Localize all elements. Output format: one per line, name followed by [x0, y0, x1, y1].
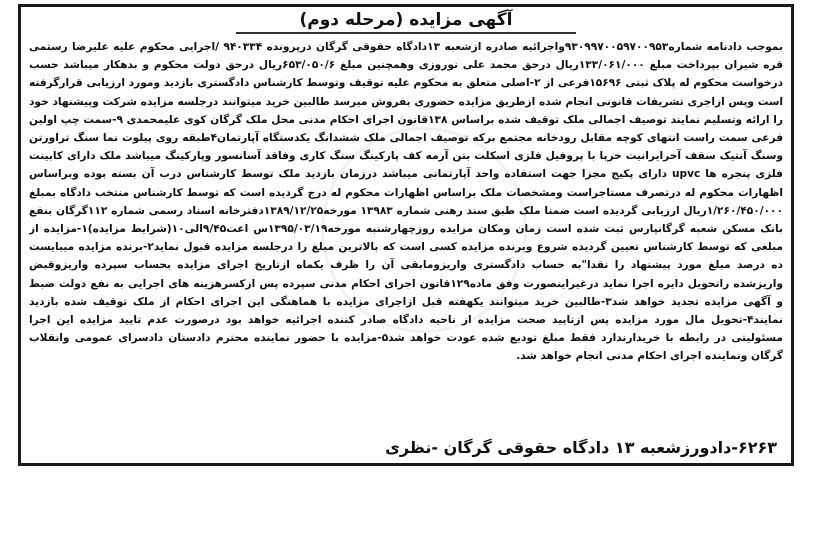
- notice-signature: ۶۲۶۳-دادورزشعبه ۱۳ دادگاه حقوقی گرگان -نظری: [385, 438, 777, 457]
- notice-title: آگهی مزایده (مرحله دوم): [299, 10, 513, 30]
- title-underline: [236, 32, 576, 34]
- notice-body: بموجب دادنامه شماره۹۳۰۹۹۷۰۰۵۹۷۰۰۹۵۳واجرائیه صادره ازشعبه ۱۳دادگاه حقوقی گرگان درپرونده ۹۴۰۳۳۴ /اجرایی محکوم علیه علیرضا رستمی قره شیران بپرداخت مبلغ ۱۳۳/۰۶۱/۰۰۰ریال درحق محمد علی نوروزی وهمچنین مبلغ ۶۵۳/۰۵۰/۶ریال درحق دولت محکوم و بدهکار میباشد حسب درخواست محکوم له پلاک ثبتی ۱۵۶۹۶فرعی از ۲-اصلی متعلق به محکوم علیه توقیف وتوسط کارشناس دادگستری بازدید ومورد ارزیابی قرارگرفته است وپس ازاجری تشریفات قانونی انجام شده ازطریق مزایده حضوری بفروش میرسد طالبین خرید میتوانند درجلسه مزایده شرکت وپیشنهاد خود را ارائه وتسلیم نمایند توصیف اجمالی ملک توقیف شده براساس ۱۳۸قانون اجرای احکام مدنی محل ملک گرگان کوی علیمحمدی ۹-سمت چپ اولین فرعی سمت راست انتهای کوچه مقابل رودخانه مجتمع برکه توصیف اجمالی ملک ششدانگ یکدستگاه آپارتمان۴طبقه روی پیلوت نما سنگ تراورتن وسنگ آنتیک سقف آخرایرانیت خرپا با پروفیل فلزی اسکلت بتن آرمه کف پارکینگ سنگ کاری وفاقد آسانسور وپارکینگ میباشد ملک دارای کابینت فلزی پنجره ها upvc دارای پکیج مجزا جهت استفاده واحد آپارتمانی میباشد درزمان بازدید ملک توسط کارشناس درب آن بسته بوده وبراساس اظهارات محکوم له درتصرف مستاجراست ومشخصات ملک براساس اظهارات محکوم له درج گردیده است که توسط کارشناس منتخب دادگاه بمبلغ ۱/۲۶۰/۴۵۰/۰۰۰ریال ارزیابی گردیده است ضمنا ملک طبق سند رهنی شماره ۱۳۹۸۳ مورخه۱۳۸۹/۱۲/۲۵دفترخانه اسناد رسمی شماره ۱۱۲گرگان بنفع بانک مسکن شعبه گرگانپارس ثبت شده است زمان ومکان مزایده روزچهارشنبه مورخه۱۳۹۵/۰۳/۱۹س اعت۹/۴۵الی۱۰(شرایط مزایده)۱-مزایده از مبلغی که توسط کارشناس تعیین گردیده شروع وبرنده مزایده کسی است که بالاترین مبلغ را درجلسه مزایده قبول نماید۲-برنده مزایده میبایست ده درصد مبلغ مورد پیشنهاد را نقدا"به حساب دادگستری واریزومابقی آن را ظرف یکماه ازتاریخ اجرای مزایده بحساب سپرده واریزوقبض واریزشده راتحویل دایره اجرا نماید درغیراینصورت وفق ماده۱۲۹قانون اجرای احکام مدنی سپرده پس ازکسرهزینه های اجرایی به نفع دولت ضبط و آگهی مزایده تجدید خواهد شد۳-طالبین خرید میتوانند یکهفته قبل ازاجرای مزایده با هماهنگی این اجرای احکام از ملک توقیف شده بازدید نمایند۴-تحویل مال مورد مزایده پس ازتایید صحت مزایده از ناحیه دادگاه صادر کننده اجرائیه خواهد بود درصورت عدم تایید مزایده این اجرا مسئولیتی در رابطه با خریدارندارد فقط مبلغ تودیع شده عودت خواهد شد۵-مزایده با حضور نماینده محترم دادستان دادسرای عمومی وانقلاب گرگان ونماینده اجرای احکام مدنی انجام خواهد شد.: [29, 41, 783, 363]
- auction-notice: [18, 4, 794, 466]
